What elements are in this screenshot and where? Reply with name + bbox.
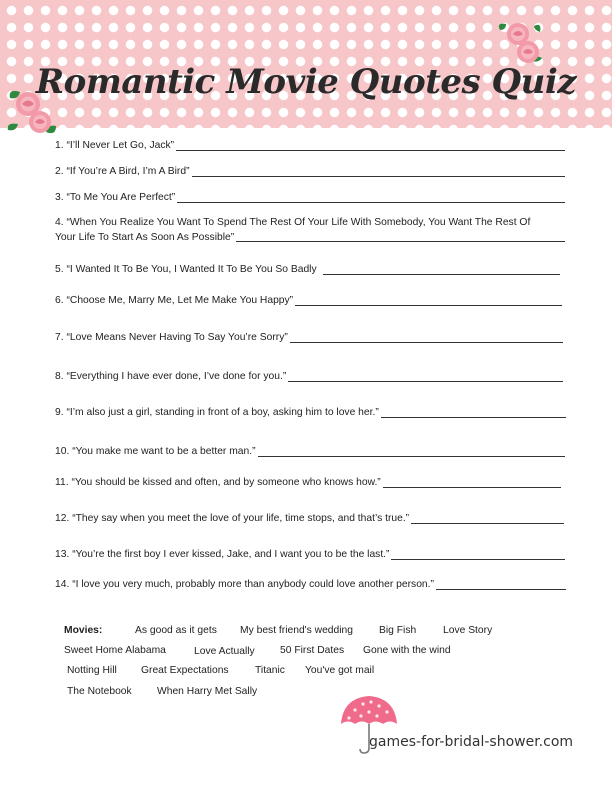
question-text: “If You’re A Bird, I’m A Bird” — [66, 166, 190, 177]
site-url[interactable]: games-for-bridal-shower.com — [369, 734, 574, 750]
question-number: 2. — [55, 166, 64, 177]
question-number: 13. — [55, 549, 70, 560]
question-text: “Love Means Never Having To Say You’re Sorry” — [66, 332, 288, 343]
question-6 — [55, 294, 562, 308]
question-12 — [55, 512, 564, 526]
question-text: “You make me want to be a better man.” — [72, 446, 256, 457]
page-title: Romantic Movie Quotes Quiz — [35, 62, 577, 102]
question-number: 1. — [55, 140, 64, 151]
question-text-line2: Your Life To Start As Soon As Possible” — [55, 232, 235, 243]
movie-option: Notting Hill — [67, 665, 117, 676]
answer-line[interactable] — [236, 241, 565, 242]
answer-line[interactable] — [383, 486, 561, 488]
answer-line[interactable] — [177, 201, 565, 203]
roses-top-right — [494, 20, 544, 66]
movie-option: The Notebook — [67, 686, 132, 697]
question-text: “I love you very much, probably more than anybody could love another person.” — [72, 579, 434, 590]
question-4 — [55, 215, 565, 245]
question-text-line1: “When You Realize You Want To Spend The Rest Of Your Life With Somebody, You Want The Rest Of — [66, 217, 531, 228]
question-number: 5. — [55, 264, 64, 275]
question-7 — [55, 331, 563, 345]
question-text: “You’re the first boy I ever kissed, Jake, and I want you to be the last.” — [72, 549, 390, 560]
question-14 — [55, 578, 566, 592]
movie-option: Sweet Home Alabama — [64, 645, 166, 656]
question-8 — [55, 370, 563, 384]
question-text: “They say when you meet the love of your life, time stops, and that’s true.” — [72, 513, 410, 524]
movies-label: Movies: — [64, 625, 103, 636]
question-number: 14. — [55, 579, 70, 590]
question-3 — [55, 191, 565, 205]
movie-option: Love Story — [443, 625, 493, 636]
movie-option: Gone with the wind — [363, 645, 451, 656]
question-text: “I Wanted It To Be You, I Wanted It To Be You So Badly — [66, 264, 317, 275]
question-number: 8. — [55, 371, 64, 382]
answer-line[interactable] — [176, 149, 565, 151]
question-number: 11. — [55, 477, 69, 488]
movie-option: My best friend's wedding — [240, 625, 353, 636]
movie-option: Great Expectations — [141, 665, 229, 676]
question-text: “Choose Me, Marry Me, Let Me Make You Happy” — [66, 295, 294, 306]
question-5 — [55, 263, 560, 277]
movie-option: 50 First Dates — [280, 645, 345, 656]
answer-line[interactable] — [295, 304, 562, 306]
question-13 — [55, 548, 565, 562]
question-number: 6. — [55, 295, 64, 306]
question-11 — [55, 476, 561, 490]
question-number: 10. — [55, 446, 70, 457]
question-number: 9. — [55, 407, 64, 418]
question-text: “Everything I have ever done, I’ve done for you.” — [66, 371, 287, 382]
question-9 — [55, 406, 566, 420]
question-10 — [55, 445, 565, 459]
answer-line[interactable] — [288, 380, 563, 382]
question-text: “I’ll Never Let Go, Jack” — [66, 140, 175, 151]
movie-option: Titanic — [255, 665, 285, 676]
answer-line[interactable] — [436, 588, 566, 590]
movie-option: When Harry Met Sally — [157, 686, 258, 697]
answer-line[interactable] — [391, 558, 565, 560]
rose-icon — [494, 20, 544, 66]
answer-line[interactable] — [381, 416, 566, 418]
question-text: “To Me You Are Perfect” — [66, 192, 176, 203]
answer-line[interactable] — [290, 341, 563, 343]
question-number: 7. — [55, 332, 64, 343]
question-number: 12. — [55, 513, 70, 524]
answer-line[interactable] — [192, 175, 565, 177]
movie-option: You've got mail — [305, 665, 375, 676]
question-number: 3. — [55, 192, 64, 203]
footer — [337, 690, 597, 760]
answer-line[interactable] — [258, 455, 565, 457]
question-1 — [55, 139, 565, 153]
question-number: 4. — [55, 217, 64, 228]
movie-option: Love Actually — [194, 646, 255, 657]
answer-line[interactable] — [323, 273, 560, 275]
answer-line[interactable] — [411, 522, 564, 524]
question-2 — [55, 165, 565, 179]
movie-option: As good as it gets — [135, 625, 217, 636]
movie-option: Big Fish — [379, 625, 417, 636]
question-text: “I’m also just a girl, standing in front of a boy, asking him to love her.” — [66, 407, 379, 418]
question-text: “You should be kissed and often, and by someone who knows how.” — [71, 477, 381, 488]
